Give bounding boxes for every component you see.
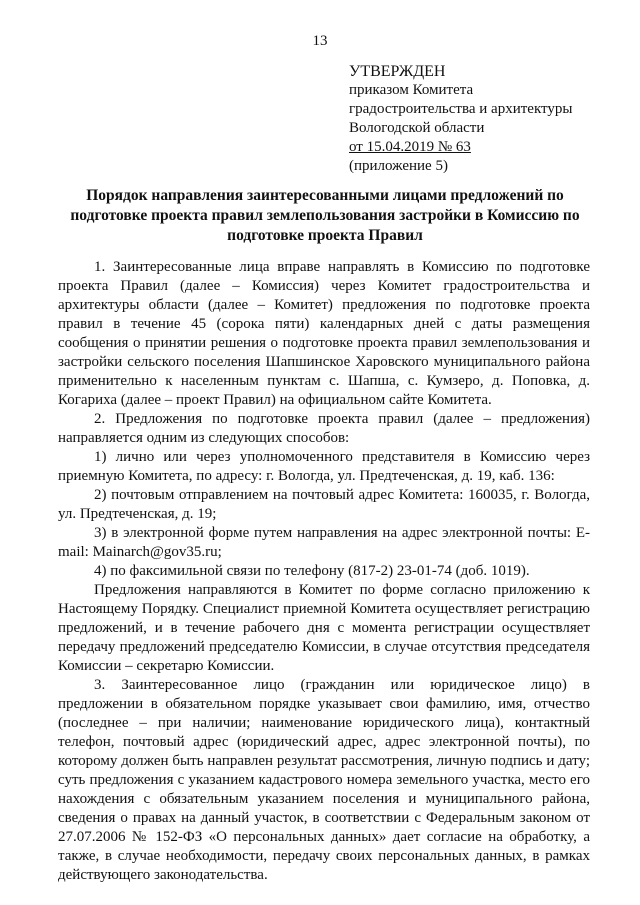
paragraph-2: 2. Предложения по подготовке проекта правил (далее – предложения) направляется одним из следующих способов: [58, 411, 590, 446]
approval-line-3: Вологодской области [349, 120, 485, 136]
paragraph-procedure: Предложения направляются в Комитет по форме согласно приложению к Настоящему Порядку. Специалист приемной Комитета осуществляет регистрацию предложений, и в течение рабочего дня с момента регистрации осуществляет передачу предложений председателю Комиссии, в случае отсутствия председателя Комиссии – секретарю Комиссии. [58, 582, 590, 674]
page-number: 13 [312, 33, 328, 49]
approval-heading: УТВЕРЖДЕН [349, 63, 446, 80]
paragraph-method-4: 4) по факсимильной связи по телефону (817-2) 23-01-74 (доб. 1019). [94, 563, 530, 579]
approval-order: от 15.04.2019 № 63 [349, 139, 471, 155]
approval-line-2: градостроительства и архитектуры [349, 101, 573, 117]
paragraph-method-1: 1) лично или через уполномоченного представителя в Комиссию через приемную Комитета, по адресу: г. Вологда, ул. Предтеченская, д. 19, каб. 136: [58, 449, 590, 484]
paragraph-1: 1. Заинтересованные лица вправе направлять в Комиссию по подготовке проекта Правил (далее – Комиссия) через Комитет градостроительства и архитектуры области (далее – Комитет) предложения по подготовке проекта правил в течение 45 (сорока пяти) календарных дней с даты размещения сообщения о принятии решения о подготовке проекта правил землепользования и застройки сельского поселения Шапшинское Харовского муниципального района применительно к населенным пунктам с. Шапша, с. Кумзеро, д. Поповка, д. Когариха (далее – проект Правил) на официальном сайте Комитета. [58, 259, 590, 408]
approval-line-1: приказом Комитета [349, 82, 474, 98]
document-title: Порядок направления заинтересованными лицами предложений по подготовке проекта правил землепользования застройки в Комиссию по подготовке проекта Правил [70, 187, 580, 244]
approval-annex: (приложение 5) [349, 158, 448, 174]
paragraph-method-3: 3) в электронной форме путем направления на адрес электронной почты: E-mail: Mainarch@gov35.ru; [58, 525, 590, 560]
paragraph-3: 3. Заинтересованное лицо (гражданин или юридическое лицо) в предложении в обязательном порядке указывает свои фамилию, имя, отчество (последнее – при наличии; наименование юридического лица), контактный телефон, почтовый адрес (юридический адрес, адрес электронной почты), по которому должен быть направлен результат рассмотрения, личную подпись и дату; суть предложения с указанием кадастрового номера земельного участка, место его нахождения с обязательным указанием поселения и муниципального района, сведения о правах на данный участок, в соответствии с Федеральным законом от 27.07.2006 № 152-ФЗ «О персональных данных» дает согласие на обработку, а также, в случае необходимости, передачу своих персональных данных, в рамках действующего законодательства. [58, 677, 590, 883]
paragraph-method-2: 2) почтовым отправлением на почтовый адрес Комитета: 160035, г. Вологда, ул. Предтеченская, д. 19; [58, 487, 590, 522]
approval-block [349, 62, 572, 176]
document-body [58, 258, 590, 885]
